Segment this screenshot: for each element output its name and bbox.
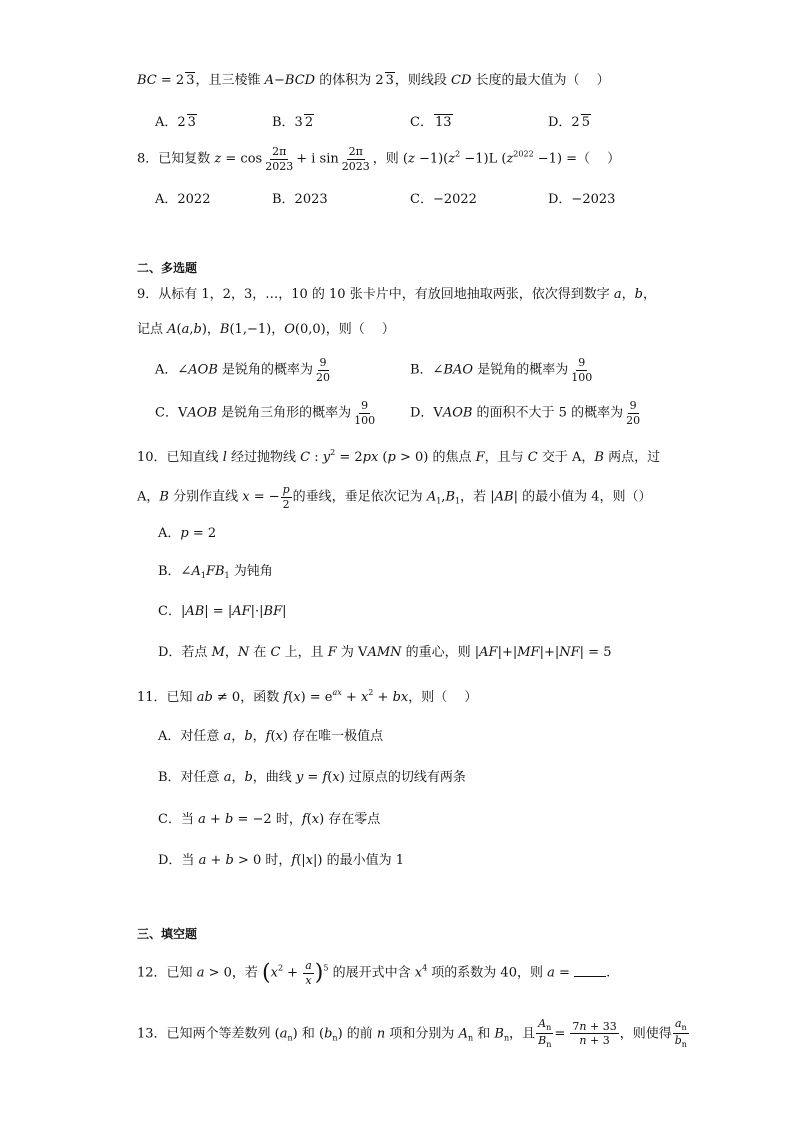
section-heading-fill-in: 三、填空题 xyxy=(137,927,198,941)
q10-option-a[interactable]: A．p = 2 xyxy=(158,526,217,541)
q12-stem: 12．已知 a > 0，若 ($x^2$ + $\frac{a}{x}$ )$^5$ 的展开式中含 $x^4$ 项的系数为 40，则 a = . xyxy=(137,959,611,987)
q11-option-d[interactable]: D．当 a + b > 0 时，f(|x|) 的最小值为 1 xyxy=(158,853,404,868)
q11-option-b[interactable]: B．对任意 a，b，曲线 y = f(x) 过原点的切线有两条 xyxy=(158,770,466,785)
q9-option-d[interactable]: D．VAOB 的面积不大于 5 的概率为 $\frac{9}{20}$ xyxy=(410,399,641,427)
q9-option-b[interactable]: B．∠BAO 是锐角的概率为 $\frac{9}{100}$ xyxy=(410,356,593,384)
q10-option-d[interactable]: D．若点 M，N 在 C 上，且 F 为 VAMN 的重心，则 |AF|+|MF|+|NF| = 5 xyxy=(158,645,612,660)
q13-stem: 13．已知两个等差数列 $(a_n)$ 和 $(b_n)$ 的前 n 项和分别为 $A_n$ 和 $B_n$，且 $\frac{A_n}{B_n}$ = $\frac{7n + 33}{n + 3}$ ，则使得 $\frac{a_n}{b_n}$ xyxy=(137,1017,687,1050)
q11-option-c[interactable]: C．当 a + b = −2 时，f(x) 存在零点 xyxy=(158,812,381,827)
q7-option-d[interactable]: D．2 5 xyxy=(548,115,590,130)
q9-stem-line-2: 记点 A(a,b)，B(1,−1)，O(0,0)，则（ ） xyxy=(137,322,395,337)
section-heading-multi-choice: 二、多选题 xyxy=(137,261,198,275)
q8-option-b[interactable]: B．2023 xyxy=(272,192,328,207)
q9-option-c[interactable]: C．VAOB 是锐角三角形的概率为 $\frac{9}{100}$ xyxy=(155,399,376,427)
q7-stem-line: BC = 2 3，且三棱锥 A−BCD 的体积为 2 3，则线段 CD 长度的最大值为（ ） xyxy=(137,73,610,88)
q10-option-c[interactable]: C．|AB| = |AF|·|BF| xyxy=(158,604,287,619)
q10-stem-line-2: A，B 分别作直线 x = − $\frac{p}{2}$ 的垂线，垂足依次记为 $A_1,B_1$，若 |AB| 的最小值为 4，则（） xyxy=(137,483,652,511)
q11-stem: 11．已知 ab ≠ 0，函数 $f(x) = e^{ax} + x^2$ + bx，则（ ） xyxy=(137,688,478,705)
q8-option-d[interactable]: D．−2023 xyxy=(548,192,616,207)
q12-answer-blank[interactable] xyxy=(574,976,606,977)
q7-option-c[interactable]: C． 13 xyxy=(410,115,452,130)
q8-stem: 8．已知复数 z = cos $\frac{2\pi}{2023}$ + i sin $\frac{2\pi}{2023}$ ，则 $(z -1)(z^2 -1)L$ $(z^{2022} -1)$ =（ ） xyxy=(137,145,621,173)
q9-option-a[interactable]: A．∠AOB 是锐角的概率为 $\frac{9}{20}$ xyxy=(155,356,331,384)
q8-option-a[interactable]: A．2022 xyxy=(155,192,211,207)
q10-stem-line-1: 10．已知直线 l 经过抛物线 C : $y^2 = 2px$ (p > 0) 的焦点 F，且与 C 交于 A，B 两点，过 xyxy=(137,448,661,465)
q7-option-a[interactable]: A．2 3 xyxy=(155,115,196,130)
q7-option-b[interactable]: B．3 2 xyxy=(272,115,314,130)
q8-option-c[interactable]: C．−2022 xyxy=(410,192,477,207)
q10-option-b[interactable]: B．$\angle A_1FB_1$ 为钝角 xyxy=(158,564,273,580)
q11-option-a[interactable]: A．对任意 a，b，f(x) 存在唯一极值点 xyxy=(158,729,384,744)
q9-stem-line-1: 9．从标有 1，2，3，…，10 的 10 张卡片中，有放回地抽取两张，依次得到数字 a，b， xyxy=(137,287,656,302)
